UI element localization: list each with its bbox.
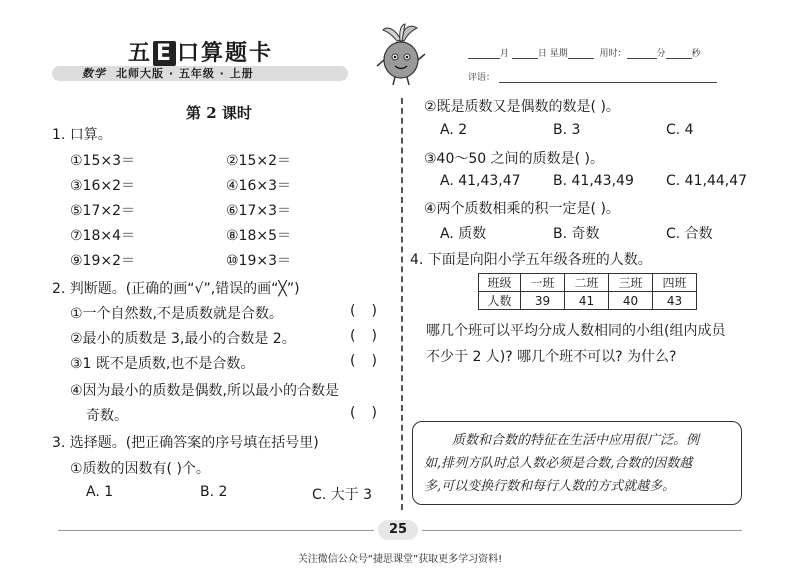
q2-answer-3[interactable]: ( ) — [350, 353, 377, 369]
q1-item-9: ⑨19×2＝ — [70, 253, 136, 269]
table-cell: 一班 — [521, 274, 565, 292]
q4-question-line-1: 哪几个班可以平均分成人数相同的小组(组内成员 — [426, 323, 726, 339]
title-suffix: 口算题卡 — [177, 41, 274, 66]
comment-line: 评语： — [468, 70, 717, 83]
q1-item-8: ⑧18×5＝ — [226, 228, 292, 244]
q2-item-1: ①一个自然数,不是质数就是合数。 — [70, 306, 284, 322]
weekday-blank[interactable] — [568, 50, 594, 59]
q1-item-1: ①15×3＝ — [70, 153, 136, 169]
q1-item-4: ④16×3＝ — [226, 178, 292, 194]
table-cell: 43 — [653, 292, 697, 310]
table-cell: 39 — [521, 292, 565, 310]
month-blank[interactable] — [468, 50, 500, 59]
table-header-row — [479, 274, 697, 292]
footer-rule-left — [58, 530, 374, 531]
q2-item-3: ③1 既不是质数,也不是合数。 — [70, 356, 255, 372]
q3-item-1-option-c[interactable]: C. 大于 3 — [312, 487, 373, 503]
q1-item-6: ⑥17×3＝ — [226, 203, 292, 219]
q1-item-3: ③16×2＝ — [70, 178, 136, 194]
table-cell: 班级 — [479, 274, 521, 292]
second-blank[interactable] — [666, 50, 692, 59]
q3-item-4-stem: ④两个质数相乘的积一定是( )。 — [424, 201, 620, 217]
q2-item-4-cont: 奇数。 — [86, 408, 128, 424]
q2-item-4: ④因为最小的质数是偶数,所以最小的合数是 — [70, 383, 339, 399]
q3-item-2-option-b[interactable]: B. 3 — [553, 122, 581, 138]
date-line: 月 日 星期 用时： 分 秒 — [468, 46, 701, 59]
footer-rule-right — [422, 530, 742, 531]
tip-line-2: 如,排列方队时总人数必须是合数,合数的因数越 — [424, 456, 693, 471]
q2-answer-2[interactable]: ( ) — [350, 328, 377, 344]
q3-item-3-option-b[interactable]: B. 41,43,49 — [553, 173, 634, 189]
q3-item-1-option-a[interactable]: A. 1 — [86, 484, 114, 500]
q1-item-5: ⑤17×2＝ — [70, 203, 136, 219]
card-title — [128, 36, 273, 67]
q1-item-2: ②15×2＝ — [226, 153, 292, 169]
q1-title: 1. 口算。 — [52, 127, 112, 143]
tip-line-1: 质数和合数的特征在生活中应用很广泛。例 — [452, 433, 700, 448]
table-cell: 三班 — [609, 274, 653, 292]
q4-title: 4. 下面是向阳小学五年级各班的人数。 — [410, 252, 652, 268]
minute-blank[interactable] — [627, 50, 657, 59]
q2-answer-1[interactable]: ( ) — [350, 303, 377, 319]
tip-line-3: 多,可以变换行数和每行人数的方式就越多。 — [424, 479, 676, 494]
table-cell: 40 — [609, 292, 653, 310]
subject-label: 数学 — [82, 67, 106, 80]
title-letter: E — [153, 41, 176, 66]
title-prefix: 五 — [128, 41, 153, 66]
day-blank[interactable] — [512, 50, 538, 59]
q3-title: 3. 选择题。(把正确答案的序号填在括号里) — [52, 435, 319, 451]
radish-mascot-icon — [373, 22, 429, 88]
table-row — [479, 292, 697, 310]
q2-answer-4[interactable]: ( ) — [350, 405, 377, 421]
q3-item-2-option-c[interactable]: C. 4 — [666, 122, 694, 138]
q3-item-2-stem: ②既是质数又是偶数的数是( )。 — [424, 99, 620, 115]
comment-blank[interactable] — [499, 74, 717, 83]
table-cell: 人数 — [479, 292, 521, 310]
lesson-title: 第 2 课时 — [186, 104, 252, 122]
edition-label: 北师大版 · 五年级 · 上册 — [116, 67, 254, 80]
q3-item-4-option-b[interactable]: B. 奇数 — [553, 226, 600, 242]
table-cell: 二班 — [565, 274, 609, 292]
footer-text: 关注微信公众号“捷思课堂”获取更多学习资料! — [297, 554, 503, 565]
q2-item-2: ②最小的质数是 3,最小的合数是 2。 — [70, 331, 296, 347]
table-cell: 41 — [565, 292, 609, 310]
class-size-table — [478, 273, 697, 310]
q3-item-3-option-c[interactable]: C. 41,44,47 — [666, 173, 748, 189]
q3-item-4-option-a[interactable]: A. 质数 — [440, 226, 487, 242]
q3-item-2-option-a[interactable]: A. 2 — [440, 122, 468, 138]
q1-item-7: ⑦18×4＝ — [70, 228, 136, 244]
table-cell: 四班 — [653, 274, 697, 292]
q2-title: 2. 判断题。(正确的画“√”,错误的画“╳”) — [52, 281, 300, 297]
q3-item-1-stem: ①质数的因数有( )个。 — [70, 461, 210, 477]
q1-item-10: ⑩19×3＝ — [226, 253, 292, 269]
q3-item-3-stem: ③40～50 之间的质数是( )。 — [424, 151, 605, 167]
q3-item-1-option-b[interactable]: B. 2 — [200, 484, 228, 500]
subject-bar — [52, 66, 348, 81]
column-divider — [401, 98, 403, 510]
page-number: 25 — [378, 520, 418, 540]
q4-question-line-2: 不少于 2 人)? 哪几个班不可以? 为什么? — [426, 349, 677, 365]
q3-item-4-option-c[interactable]: C. 合数 — [666, 226, 713, 242]
q3-item-3-option-a[interactable]: A. 41,43,47 — [440, 173, 521, 189]
